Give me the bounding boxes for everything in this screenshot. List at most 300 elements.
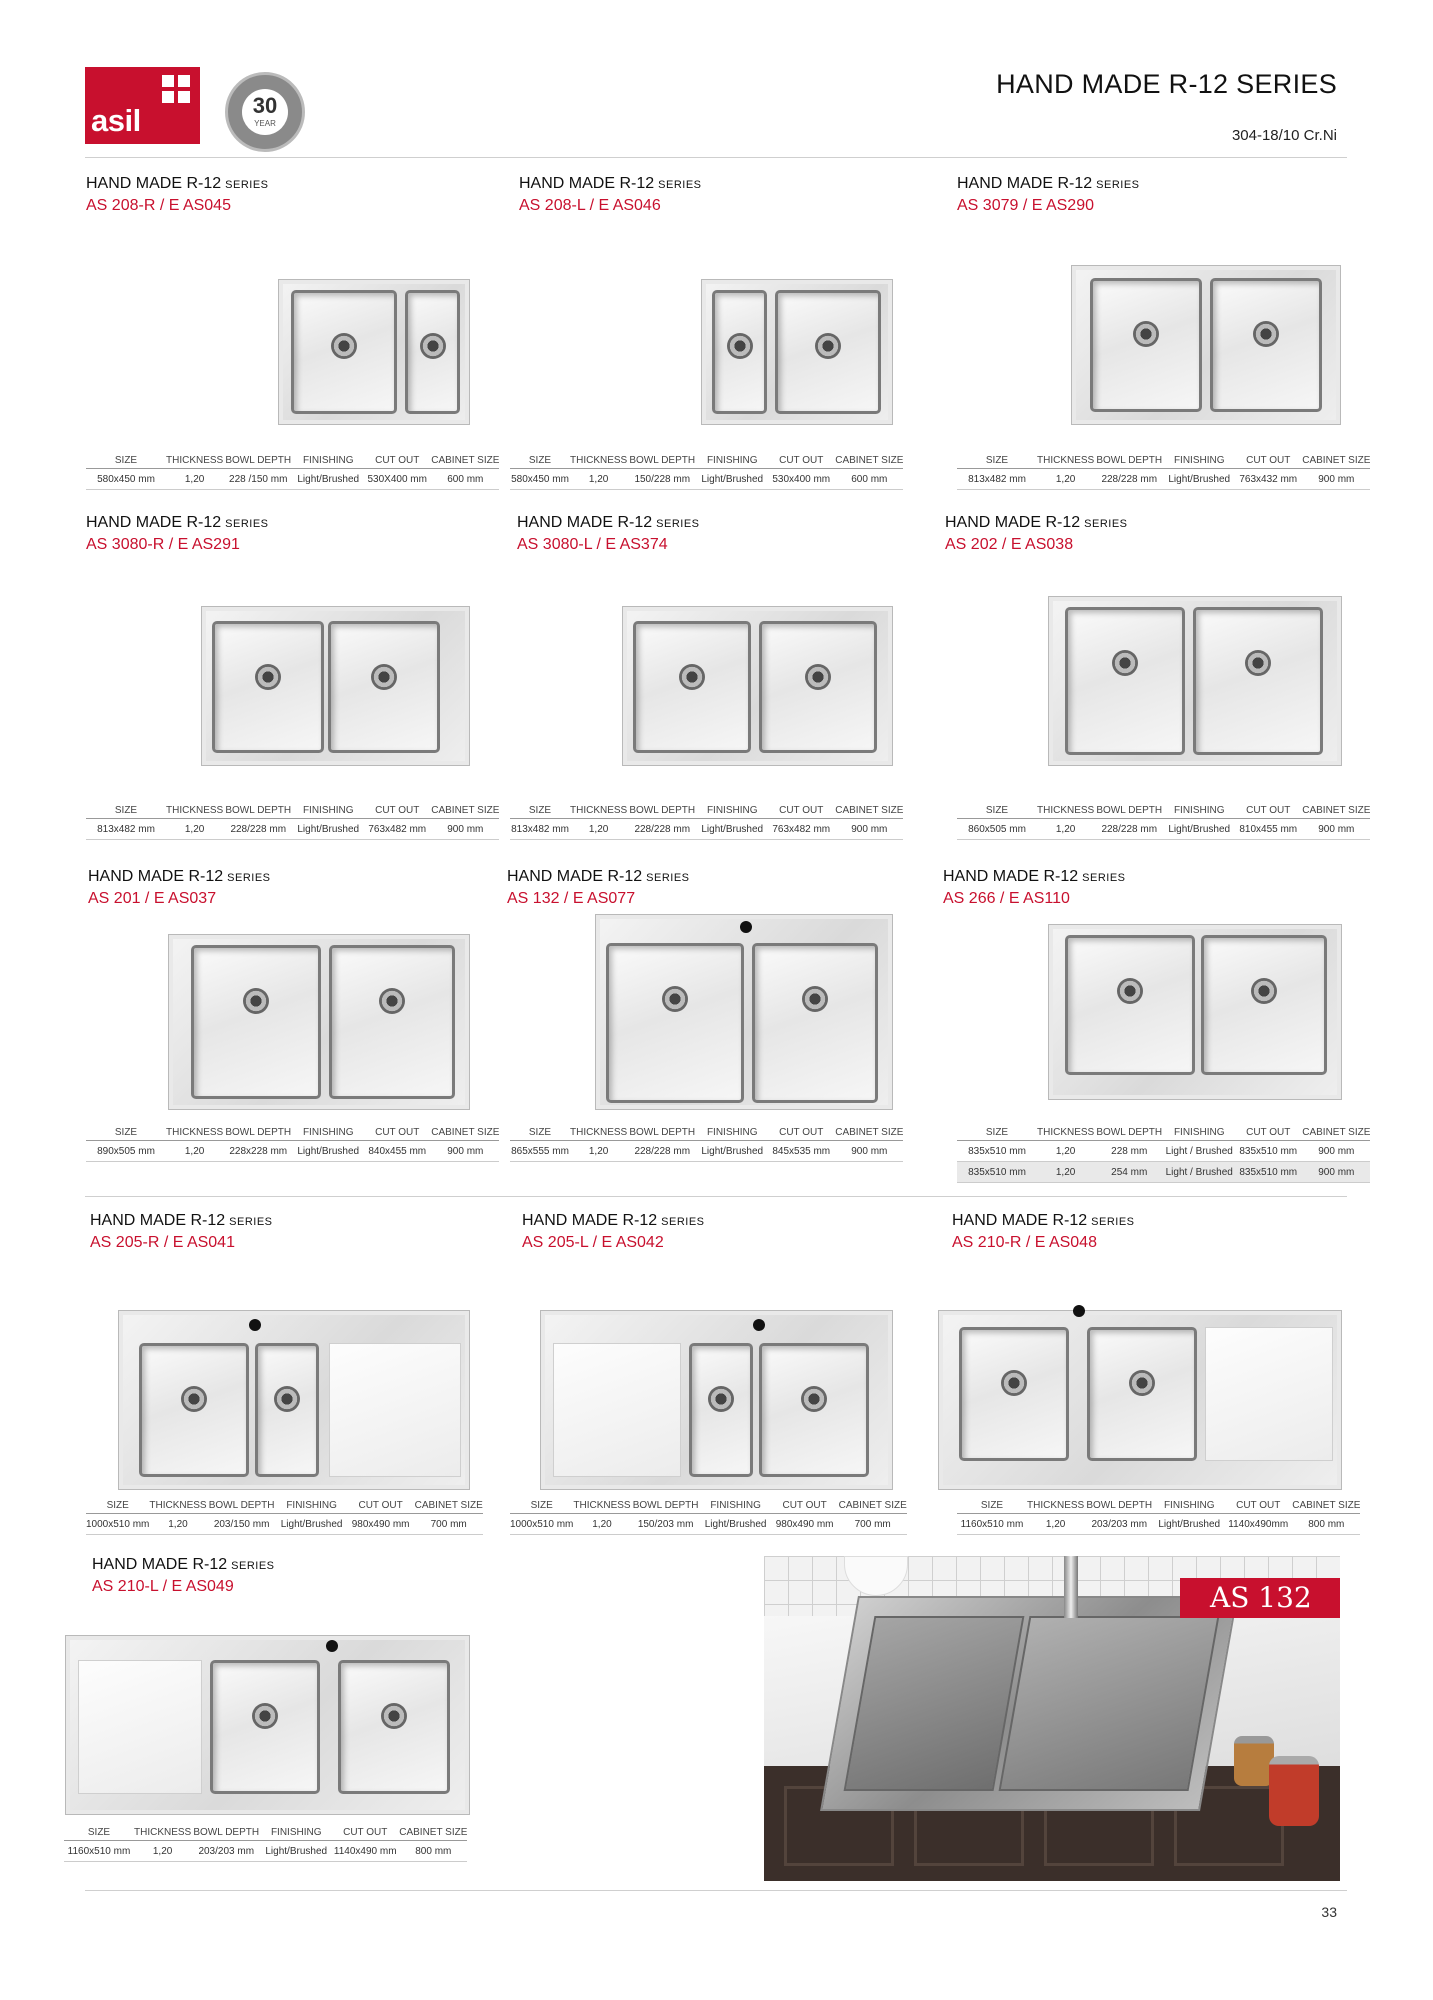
spec-cell: 813x482 mm <box>957 469 1037 490</box>
sink-bowl <box>712 290 767 414</box>
sink-image <box>622 606 893 766</box>
drain-icon <box>1133 321 1159 347</box>
spec-header: CUT OUT <box>767 1125 835 1141</box>
sink-bowl <box>1193 607 1323 755</box>
spec-cell: Light/Brushed <box>293 469 363 490</box>
spec-cell: 763x482 mm <box>363 819 431 840</box>
spec-header: FINISHING <box>1164 453 1234 469</box>
spec-cell: Light/Brushed <box>701 1514 771 1535</box>
warranty-badge-icon <box>225 72 305 152</box>
spec-cell: Light / Brushed <box>1164 1162 1234 1183</box>
spec-cell: 1,20 <box>573 1514 630 1535</box>
spec-header: THICKNESS <box>570 803 627 819</box>
spec-table <box>957 1498 1360 1535</box>
spec-header: FINISHING <box>697 803 767 819</box>
spec-cell: 1,20 <box>134 1841 191 1862</box>
sink-image <box>201 606 470 766</box>
drain-icon <box>805 664 831 690</box>
product-code: AS 201 / E AS037 <box>88 890 217 907</box>
spec-cell: 1140x490 mm <box>331 1841 399 1862</box>
spec-cell: 1,20 <box>166 1141 223 1162</box>
spec-header: CABINET SIZE <box>835 803 903 819</box>
spec-header: CUT OUT <box>363 1125 431 1141</box>
spec-cell: 980x490 mm <box>771 1514 839 1535</box>
spec-table <box>86 453 499 490</box>
sink-bowl <box>255 1343 319 1477</box>
product-title <box>86 514 269 532</box>
tap-hole-icon <box>326 1640 338 1652</box>
lifestyle-photo <box>764 1556 1340 1881</box>
page-title: HAND MADE R-12 SERIES <box>996 69 1337 99</box>
footer-divider <box>85 1890 1347 1891</box>
product-series-label: SERIES <box>646 872 690 884</box>
product-title-text: HAND MADE R-12 <box>507 868 643 885</box>
drainboard <box>553 1343 681 1477</box>
spec-cell: 900 mm <box>1302 469 1370 490</box>
spec-table <box>510 1498 907 1535</box>
spec-cell: 1,20 <box>1037 469 1094 490</box>
spec-cell: Light/Brushed <box>277 1514 347 1535</box>
product-title <box>90 1212 273 1230</box>
drain-icon <box>679 664 705 690</box>
spec-header: CUT OUT <box>1234 1125 1302 1141</box>
spec-cell: 1000x510 mm <box>86 1514 149 1535</box>
spec-header: FINISHING <box>261 1825 331 1841</box>
spec-header: SIZE <box>957 1498 1027 1514</box>
drain-icon <box>381 1703 407 1729</box>
spec-header: SIZE <box>86 1125 166 1141</box>
table-row <box>957 819 1370 840</box>
spec-cell: 900 mm <box>1302 1162 1370 1183</box>
spec-header: THICKNESS <box>1037 1125 1094 1141</box>
spec-header: THICKNESS <box>166 1125 223 1141</box>
spec-table <box>510 453 903 490</box>
spec-header: SIZE <box>86 803 166 819</box>
spec-cell: Light/Brushed <box>1164 469 1234 490</box>
spec-header: SIZE <box>510 803 570 819</box>
drain-icon <box>802 986 828 1012</box>
sink-bowl <box>959 1327 1069 1461</box>
drain-icon <box>801 1386 827 1412</box>
spec-table <box>64 1825 467 1862</box>
product-title <box>86 175 269 193</box>
product-series-label: SERIES <box>225 179 269 191</box>
spec-header: THICKNESS <box>570 1125 627 1141</box>
sink-bowl <box>1090 278 1202 412</box>
spec-table <box>86 803 499 840</box>
table-row <box>86 1141 499 1162</box>
spec-cell: 1,20 <box>166 469 223 490</box>
drain-icon <box>727 333 753 359</box>
spec-header: BOWL DEPTH <box>223 1125 293 1141</box>
spec-header: CUT OUT <box>767 453 835 469</box>
product-code: AS 132 / E AS077 <box>507 890 636 907</box>
spec-header: BOWL DEPTH <box>1084 1498 1154 1514</box>
product-title <box>957 175 1140 193</box>
spec-header: SIZE <box>510 1125 570 1141</box>
product-code: AS 3080-R / E AS291 <box>86 536 240 553</box>
spec-cell: 700 mm <box>415 1514 483 1535</box>
product-code: AS 210-L / E AS049 <box>92 1578 234 1595</box>
spec-header: CABINET SIZE <box>399 1825 467 1841</box>
sink-bowl <box>1065 935 1195 1075</box>
faucet-icon <box>1064 1556 1078 1618</box>
spec-cell: 763x482 mm <box>767 819 835 840</box>
spec-header: CUT OUT <box>1234 803 1302 819</box>
spec-header: CUT OUT <box>331 1825 399 1841</box>
asil-logo <box>85 67 200 144</box>
sink-image <box>118 1310 470 1490</box>
product-title <box>517 514 700 532</box>
product-title <box>519 175 702 193</box>
table-row <box>510 1141 903 1162</box>
spec-cell: Light/Brushed <box>1154 1514 1224 1535</box>
sink-image <box>65 1635 470 1815</box>
sink-bowl <box>689 1343 753 1477</box>
table-row <box>957 1162 1370 1183</box>
spec-header: THICKNESS <box>149 1498 206 1514</box>
spec-cell: 1,20 <box>1037 1162 1094 1183</box>
spec-cell: 228x228 mm <box>223 1141 293 1162</box>
drain-icon <box>274 1386 300 1412</box>
product-title <box>945 514 1128 532</box>
spec-cell: 890x505 mm <box>86 1141 166 1162</box>
spec-header: BOWL DEPTH <box>223 453 293 469</box>
drainboard <box>1205 1327 1333 1461</box>
drain-icon <box>371 664 397 690</box>
photo-label: AS 132 <box>1180 1578 1340 1618</box>
sink-bowl <box>759 1343 869 1477</box>
spec-table <box>510 803 903 840</box>
material-label: 304-18/10 Cr.Ni <box>1231 127 1337 144</box>
sink-bowl <box>210 1660 320 1794</box>
spec-cell: 1,20 <box>570 819 627 840</box>
product-series-label: SERIES <box>225 518 269 530</box>
spec-header: FINISHING <box>1164 803 1234 819</box>
drain-icon <box>1112 650 1138 676</box>
sink-image <box>168 934 470 1110</box>
product-title-text: HAND MADE R-12 <box>92 1556 228 1573</box>
tap-hole-icon <box>753 1319 765 1331</box>
spec-table <box>957 803 1370 840</box>
spec-header: FINISHING <box>293 1125 363 1141</box>
drain-icon <box>255 664 281 690</box>
spec-cell: 228/228 mm <box>627 819 697 840</box>
spec-cell: 228 /150 mm <box>223 469 293 490</box>
spec-header: THICKNESS <box>1037 803 1094 819</box>
spec-cell: 203/203 mm <box>1084 1514 1154 1535</box>
product-code: AS 266 / E AS110 <box>943 890 1070 907</box>
drain-icon <box>420 333 446 359</box>
table-row <box>510 469 903 490</box>
drain-icon <box>331 333 357 359</box>
spec-header: BOWL DEPTH <box>627 803 697 819</box>
tap-hole-icon <box>249 1319 261 1331</box>
spec-header: FINISHING <box>293 803 363 819</box>
product-series-label: SERIES <box>658 179 702 191</box>
spec-cell: 1,20 <box>1027 1514 1084 1535</box>
table-row <box>510 819 903 840</box>
spec-header: CABINET SIZE <box>415 1498 483 1514</box>
sink-bowl <box>338 1660 450 1794</box>
spec-header: FINISHING <box>293 453 363 469</box>
drain-icon <box>1001 1370 1027 1396</box>
spec-cell: 228 mm <box>1094 1141 1164 1162</box>
product-code: AS 208-L / E AS046 <box>519 197 661 214</box>
drain-icon <box>708 1386 734 1412</box>
product-title-text: HAND MADE R-12 <box>86 514 222 531</box>
spec-header: FINISHING <box>701 1498 771 1514</box>
spec-header: SIZE <box>86 1498 149 1514</box>
spec-cell: 700 mm <box>839 1514 907 1535</box>
spec-cell: 865x555 mm <box>510 1141 570 1162</box>
spec-header: CABINET SIZE <box>1302 803 1370 819</box>
sink-bowl <box>329 945 455 1099</box>
spec-cell: Light/Brushed <box>293 1141 363 1162</box>
spec-header: FINISHING <box>277 1498 347 1514</box>
spec-cell: 835x510 mm <box>957 1162 1037 1183</box>
spec-table <box>86 1125 499 1162</box>
spec-header: SIZE <box>957 803 1037 819</box>
badge-number: 30 <box>252 93 278 118</box>
spec-cell: 845x535 mm <box>767 1141 835 1162</box>
spec-cell: 1,20 <box>1037 819 1094 840</box>
sink-image <box>595 914 893 1110</box>
product-title <box>92 1556 275 1574</box>
spec-header: CUT OUT <box>363 803 431 819</box>
spec-cell: 150/203 mm <box>631 1514 701 1535</box>
spec-table <box>957 453 1370 490</box>
spec-cell: 530X400 mm <box>363 469 431 490</box>
spec-header: CUT OUT <box>771 1498 839 1514</box>
badge-year: YEAR <box>254 119 276 128</box>
product-title <box>88 868 271 886</box>
drain-icon <box>815 333 841 359</box>
spec-header: SIZE <box>510 1498 573 1514</box>
spec-cell: 228/228 mm <box>1094 469 1164 490</box>
product-title <box>943 868 1126 886</box>
table-row <box>86 1514 483 1535</box>
spec-header: FINISHING <box>1164 1125 1234 1141</box>
spec-header: SIZE <box>957 1125 1037 1141</box>
table-row <box>957 1514 1360 1535</box>
spec-cell: Light/Brushed <box>1164 819 1234 840</box>
spec-header: BOWL DEPTH <box>1094 803 1164 819</box>
spec-table <box>86 1498 483 1535</box>
spec-header: SIZE <box>64 1825 134 1841</box>
product-series-label: SERIES <box>1096 179 1140 191</box>
spec-cell: 835x510 mm <box>1234 1141 1302 1162</box>
sink-bowl <box>1201 935 1327 1075</box>
product-series-label: SERIES <box>1091 1216 1135 1228</box>
spec-cell: 1160x510 mm <box>64 1841 134 1862</box>
spec-cell: Light/Brushed <box>697 1141 767 1162</box>
drain-icon <box>252 1703 278 1729</box>
drain-icon <box>181 1386 207 1412</box>
product-code: AS 202 / E AS038 <box>945 536 1074 553</box>
spec-header: BOWL DEPTH <box>1094 453 1164 469</box>
table-row <box>957 469 1370 490</box>
spec-cell: 840x455 mm <box>363 1141 431 1162</box>
sink-bowl <box>139 1343 249 1477</box>
product-code: AS 210-R / E AS048 <box>952 1234 1097 1251</box>
spec-header: THICKNESS <box>134 1825 191 1841</box>
row-divider <box>85 1196 1347 1197</box>
product-series-label: SERIES <box>661 1216 705 1228</box>
spec-cell: 1000x510 mm <box>510 1514 573 1535</box>
spec-header: CUT OUT <box>347 1498 415 1514</box>
spec-cell: 900 mm <box>431 1141 499 1162</box>
spec-header: CABINET SIZE <box>1302 1125 1370 1141</box>
spec-cell: 600 mm <box>431 469 499 490</box>
spec-cell: 835x510 mm <box>957 1141 1037 1162</box>
product-title <box>507 868 690 886</box>
sink-image <box>540 1310 893 1490</box>
spec-header: CABINET SIZE <box>431 1125 499 1141</box>
spec-table <box>510 1125 903 1162</box>
spec-header: CABINET SIZE <box>431 453 499 469</box>
sink-image <box>1048 924 1342 1100</box>
spec-header: FINISHING <box>697 1125 767 1141</box>
spec-cell: 980x490 mm <box>347 1514 415 1535</box>
product-code: AS 3080-L / E AS374 <box>517 536 668 553</box>
spec-cell: Light/Brushed <box>697 469 767 490</box>
table-row <box>86 469 499 490</box>
product-series-label: SERIES <box>1084 518 1128 530</box>
spec-cell: Light/Brushed <box>261 1841 331 1862</box>
spec-cell: 150/228 mm <box>627 469 697 490</box>
sink-bowl <box>212 621 324 753</box>
product-title-text: HAND MADE R-12 <box>519 175 655 192</box>
product-series-label: SERIES <box>229 1216 273 1228</box>
sink-bowl <box>328 621 440 753</box>
spec-header: FINISHING <box>1154 1498 1224 1514</box>
spec-header: CUT OUT <box>1224 1498 1292 1514</box>
spec-cell: 800 mm <box>399 1841 467 1862</box>
sink-bowl <box>633 621 751 753</box>
sink-bowl <box>191 945 321 1099</box>
logo-wordmark: asil <box>91 103 141 138</box>
product-title-text: HAND MADE R-12 <box>952 1212 1088 1229</box>
sink-bowl <box>606 943 744 1103</box>
spec-header: FINISHING <box>697 453 767 469</box>
spec-cell: 1,20 <box>166 819 223 840</box>
drain-icon <box>1245 650 1271 676</box>
product-code: AS 208-R / E AS045 <box>86 197 231 214</box>
drain-icon <box>1253 321 1279 347</box>
spec-cell: 580x450 mm <box>86 469 166 490</box>
spec-header: CUT OUT <box>1234 453 1302 469</box>
spec-header: CABINET SIZE <box>839 1498 907 1514</box>
table-row <box>510 1514 907 1535</box>
sink-bowl <box>1210 278 1322 412</box>
product-title-text: HAND MADE R-12 <box>88 868 224 885</box>
spec-header: SIZE <box>510 453 570 469</box>
table-row <box>86 819 499 840</box>
spec-header: CABINET SIZE <box>1292 1498 1360 1514</box>
product-title-text: HAND MADE R-12 <box>522 1212 658 1229</box>
spec-cell: 228/228 mm <box>627 1141 697 1162</box>
spec-header: BOWL DEPTH <box>223 803 293 819</box>
spec-cell: 203/150 mm <box>207 1514 277 1535</box>
spec-cell: 1,20 <box>570 469 627 490</box>
sink-bowl <box>405 290 460 414</box>
drain-icon <box>662 986 688 1012</box>
spec-header: SIZE <box>86 453 166 469</box>
sink-bowl <box>1065 607 1185 755</box>
logo-grid-icon <box>162 75 190 103</box>
product-code: AS 205-R / E AS041 <box>90 1234 235 1251</box>
drain-icon <box>243 988 269 1014</box>
spec-header: BOWL DEPTH <box>631 1498 701 1514</box>
spec-header: THICKNESS <box>166 803 223 819</box>
sink-bowl <box>752 943 878 1103</box>
page-number: 33 <box>1321 1904 1337 1920</box>
sink-image <box>938 1310 1342 1490</box>
spec-header: BOWL DEPTH <box>627 1125 697 1141</box>
sink-image <box>1048 596 1342 766</box>
spec-header: SIZE <box>957 453 1037 469</box>
spec-header: THICKNESS <box>1037 453 1094 469</box>
spec-cell: 254 mm <box>1094 1162 1164 1183</box>
spec-header: BOWL DEPTH <box>1094 1125 1164 1141</box>
spec-cell: 900 mm <box>1302 819 1370 840</box>
spec-cell: 860x505 mm <box>957 819 1037 840</box>
product-series-label: SERIES <box>227 872 271 884</box>
product-title-text: HAND MADE R-12 <box>86 175 222 192</box>
spec-cell: 900 mm <box>1302 1141 1370 1162</box>
spec-header: CUT OUT <box>767 803 835 819</box>
product-title-text: HAND MADE R-12 <box>90 1212 226 1229</box>
table-row <box>64 1841 467 1862</box>
product-title <box>522 1212 705 1230</box>
spec-header: THICKNESS <box>570 453 627 469</box>
spec-cell: 1160x510 mm <box>957 1514 1027 1535</box>
drain-icon <box>1251 978 1277 1004</box>
product-series-label: SERIES <box>656 518 700 530</box>
product-code: AS 205-L / E AS042 <box>522 1234 664 1251</box>
product-title-text: HAND MADE R-12 <box>517 514 653 531</box>
drain-icon <box>1117 978 1143 1004</box>
spec-cell: 600 mm <box>835 469 903 490</box>
spec-cell: 810x455 mm <box>1234 819 1302 840</box>
spec-cell: 900 mm <box>835 1141 903 1162</box>
tap-hole-icon <box>1073 1305 1085 1317</box>
spec-header: CABINET SIZE <box>431 803 499 819</box>
spec-cell: Light / Brushed <box>1164 1141 1234 1162</box>
spec-cell: 800 mm <box>1292 1514 1360 1535</box>
drain-icon <box>1129 1370 1155 1396</box>
product-code: AS 3079 / E AS290 <box>957 197 1094 214</box>
spec-cell: 1,20 <box>570 1141 627 1162</box>
spec-cell: 1,20 <box>1037 1141 1094 1162</box>
spec-cell: 530x400 mm <box>767 469 835 490</box>
spec-cell: 763x432 mm <box>1234 469 1302 490</box>
spec-cell: 203/203 mm <box>191 1841 261 1862</box>
spec-cell: 900 mm <box>431 819 499 840</box>
sink-image <box>701 279 893 425</box>
table-row <box>957 1141 1370 1162</box>
spec-cell: 1,20 <box>149 1514 206 1535</box>
drainboard <box>329 1343 461 1477</box>
product-series-label: SERIES <box>231 1560 275 1572</box>
sink-image <box>1071 265 1341 425</box>
spec-header: BOWL DEPTH <box>627 453 697 469</box>
spec-header: THICKNESS <box>1027 1498 1084 1514</box>
product-title-text: HAND MADE R-12 <box>943 868 1079 885</box>
spec-header: CUT OUT <box>363 453 431 469</box>
sink-bowl <box>775 290 881 414</box>
